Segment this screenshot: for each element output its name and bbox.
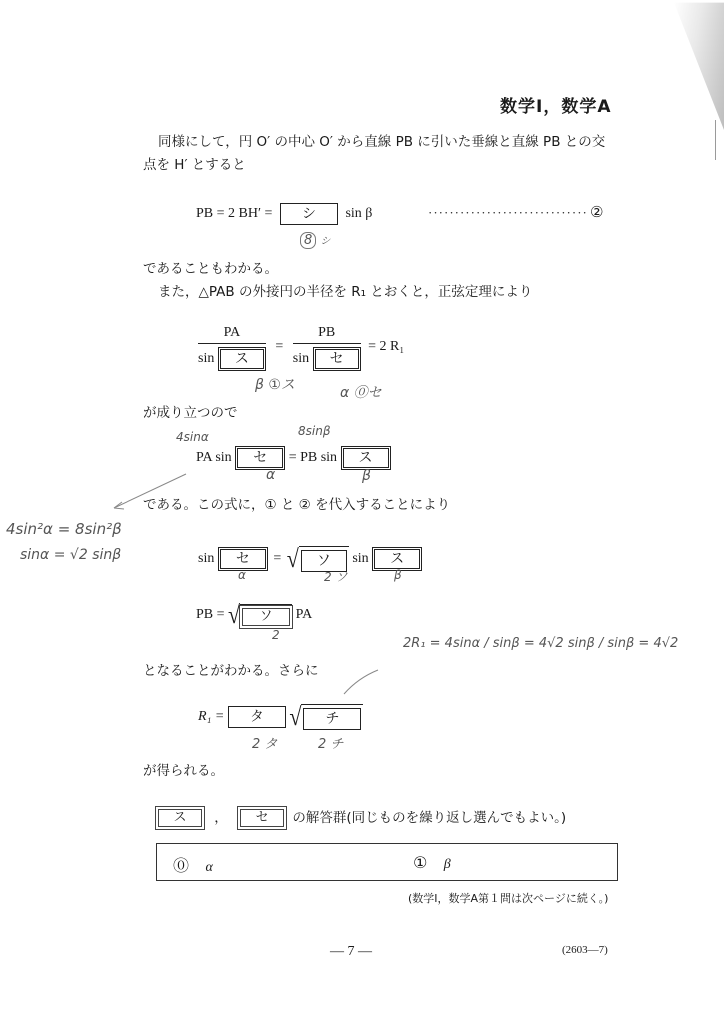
known-text: となることがわかる。さらに [143, 663, 319, 679]
continued-note: (数学Ⅰ，数学A第１問は次ページに続く。) [408, 892, 609, 905]
handwritten-note-se: α ⓪セ [340, 385, 382, 401]
answer-box-so[interactable]: ソ [301, 550, 347, 572]
answer-box-su-3[interactable]: ス [372, 547, 422, 571]
handwritten-2-so: 2 ソ [324, 570, 348, 584]
handwritten-beta-2: β [394, 568, 402, 582]
choice-1-value: β [443, 857, 451, 872]
page-code: (2603—7) [562, 944, 608, 956]
handwritten-note-shi: 8 シ [300, 232, 330, 248]
answer-box-ta[interactable]: タ [228, 706, 286, 728]
equation-pb-pa: PB = √ ソ PA [196, 600, 313, 629]
choice-1-mark: ① [413, 853, 428, 872]
answer-group-header: ス ， セ の解答群(同じものを繰り返し選んでもよい。) [158, 806, 566, 827]
answer-box-chi[interactable]: チ [303, 708, 361, 730]
answer-box-se[interactable]: セ [313, 347, 361, 371]
choice-1[interactable] [413, 853, 451, 873]
handwritten-8sinb: 8sinβ [298, 424, 331, 438]
answer-box-se-2[interactable]: セ [235, 446, 285, 470]
holds-text: が成り立つので [143, 405, 238, 421]
choice-0[interactable] [173, 853, 213, 876]
answer-box-shi[interactable]: シ [280, 203, 338, 225]
margin-note-2: sinα = √2 sinβ [20, 547, 122, 563]
sqrt-so: √ ソ [287, 546, 349, 572]
page-number: — 7 — [330, 944, 372, 959]
answer-choices-box [156, 843, 618, 881]
page-title: 数学Ⅰ，数学A [500, 97, 612, 117]
handwritten-2-ta: 2 タ [252, 737, 278, 752]
handwritten-side-calculation: 2R₁ = 4sinα / sinβ = 4√2 sinβ / sinβ = 4√2 [403, 636, 679, 651]
handwritten-2: 2 [272, 628, 280, 642]
leader-dots: ······························ [428, 205, 588, 220]
sqrt-so-2: √ ソ [228, 603, 292, 627]
handwritten-alpha: α [266, 467, 276, 483]
handwritten-alpha-2: α [238, 568, 246, 582]
handwritten-2-chi: 2 チ [318, 737, 344, 752]
handwritten-4sina: 4sinα [176, 430, 209, 444]
equation-pa-pb: PA sin セ = PB sin ス [196, 446, 391, 470]
equation-label-2: ② [590, 203, 604, 221]
handwritten-beta: β [362, 468, 371, 484]
answer-box-se-3[interactable]: セ [218, 547, 268, 571]
answer-group-box-su: ス [158, 809, 202, 827]
equation-sin-ratio: sin セ = √ ソ sin ス [198, 546, 422, 572]
equation-2 [196, 203, 372, 225]
substitute-text: である。この式に，① と ② を代入することにより [143, 497, 451, 513]
intro-line-2: 点を H′ とすると [143, 157, 246, 173]
sine-rule-equation: $\frac{PA}{\text{sin ス}}$ = $\frac{PB}{\text{sin セ}}$ = 2 R₁ [198, 323, 404, 371]
choice-0-value: α [205, 860, 213, 875]
text-after-eq2: であることもわかる。 [143, 261, 278, 277]
fraction-pb: $\frac{PB}{\text{sin セ}}$ [293, 323, 361, 371]
margin-note-1: 4sin²α = 8sin²β [6, 520, 122, 538]
handwritten-note-su: β ①ス [255, 377, 295, 393]
answer-box-su-2[interactable]: ス [341, 446, 391, 470]
eq2-lhs: PB = 2 BH′ = [196, 206, 273, 222]
choice-0-mark: ⓪ [173, 856, 190, 875]
eq2-rhs: sin β [345, 206, 373, 222]
fraction-pa: $\frac{PA}{\text{sin ス}}$ [198, 323, 266, 371]
answer-group-box-se: セ [240, 809, 284, 827]
intro-line-1: 同様にして，円 O′ の中心 O′ から直線 PB に引いた垂線と直線 PB との交 [158, 134, 606, 150]
page-curl [674, 0, 724, 130]
sqrt-chi: √ チ [289, 704, 363, 730]
page-edge [715, 120, 716, 160]
sine-rule-rhs: = 2 R₁ [368, 339, 405, 355]
handwritten-stroke-icon [340, 668, 380, 696]
answer-box-so-2[interactable]: ソ [242, 608, 290, 626]
answer-box-su[interactable]: ス [218, 347, 266, 371]
equation-r1: R₁ = タ √ チ [198, 704, 363, 730]
obtained-text: が得られる。 [143, 763, 224, 779]
sine-rule-intro: また，△PAB の外接円の半径を R₁ とおくと，正弦定理により [158, 284, 533, 300]
